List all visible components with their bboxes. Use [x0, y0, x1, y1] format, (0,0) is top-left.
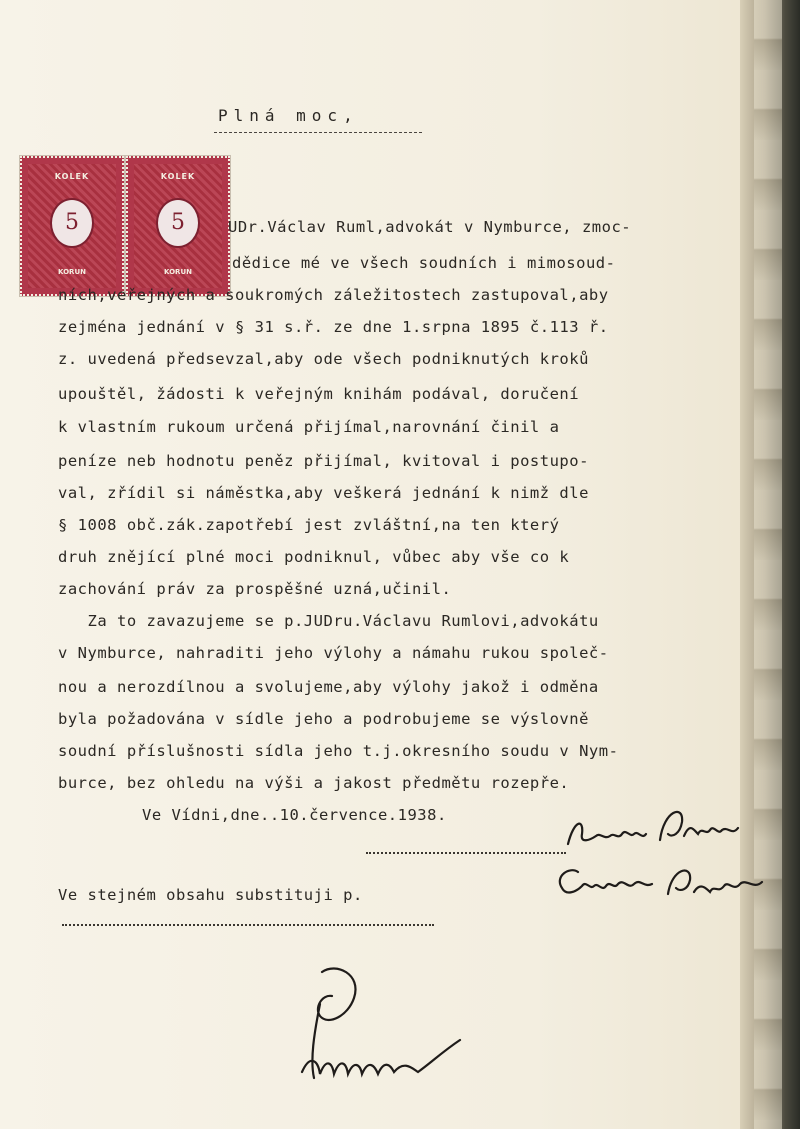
body-line: § 1008 obč.zák.zapotřebí jest zvláštní,na ten který	[58, 516, 560, 534]
revenue-stamp	[20, 156, 124, 296]
body-line: byla požadována v sídle jeho a podrobujeme se výslovně	[58, 710, 589, 728]
body-line: Za to zavazujeme se p.JUDru.Václavu Rumlovi,advokátu	[58, 612, 599, 630]
stamp-unit: KORUN	[58, 268, 86, 276]
substitution-line: Ve stejném obsahu substituji p.	[58, 886, 363, 904]
signature-dotted-line	[366, 852, 566, 854]
body-line: UDr.Václav Ruml,advokát v Nymburce, zmoc-	[228, 218, 632, 236]
body-line: z. uvedená předsevzal,aby ode všech podniknutých kroků	[58, 350, 589, 368]
revenue-stamp	[126, 156, 230, 296]
body-line: druh znějící plné moci podniknul, vůbec aby vše co k	[58, 548, 570, 566]
torn-edge	[754, 0, 782, 1129]
signature-ruml	[292, 964, 482, 1094]
stamp-label: KOLEK	[54, 172, 90, 181]
signature-charlotte-pollak	[548, 858, 778, 908]
body-line: burce, bez ohledu na výši a jakost předmětu rozepře.	[58, 774, 570, 792]
date-line: Ve Vídni,dne..10.července.1938.	[142, 806, 447, 824]
body-line: peníze neb hodnotu peněz přijímal, kvitoval i postupo-	[58, 452, 589, 470]
body-line: val, zřídil si náměstka,aby veškerá jednání k nimž dle	[58, 484, 589, 502]
body-line: zejména jednání v § 31 s.ř. ze dne 1.srpna 1895 č.113 ř.	[58, 318, 609, 336]
body-line: soudní příslušnosti sídla jeho t.j.okresního soudu v Nym-	[58, 742, 619, 760]
stamp-value: 5	[50, 198, 94, 248]
body-line: ních,veřejných a soukromých záležitostech zastupoval,aby	[58, 286, 609, 304]
body-line: upouštěl, žádosti k veřejným knihám podával, doručení	[58, 385, 580, 403]
revenue-stamps	[16, 156, 230, 294]
document-title: Plná moc,	[218, 106, 359, 125]
body-line: v Nymburce, nahraditi jeho výlohy a námahu rukou společ-	[58, 644, 609, 662]
stamp-value: 5	[156, 198, 200, 248]
signature-rudolf-pollak	[560, 800, 760, 858]
stamp-unit: KORUN	[164, 268, 192, 276]
body-line: nou a nerozdílnou a svolujeme,aby výlohy jakož i odměna	[58, 678, 599, 696]
substitution-dotted-line	[62, 924, 434, 926]
body-line: k vlastním rukoum určená přijímal,narovnání činil a	[58, 418, 560, 436]
title-underline	[214, 132, 422, 133]
body-line: zachování práv za prospěšné uzná,učinil.	[58, 580, 452, 598]
body-line: dědice mé ve všech soudních i mimosoud-	[232, 254, 616, 272]
stamp-label: KOLEK	[160, 172, 196, 181]
